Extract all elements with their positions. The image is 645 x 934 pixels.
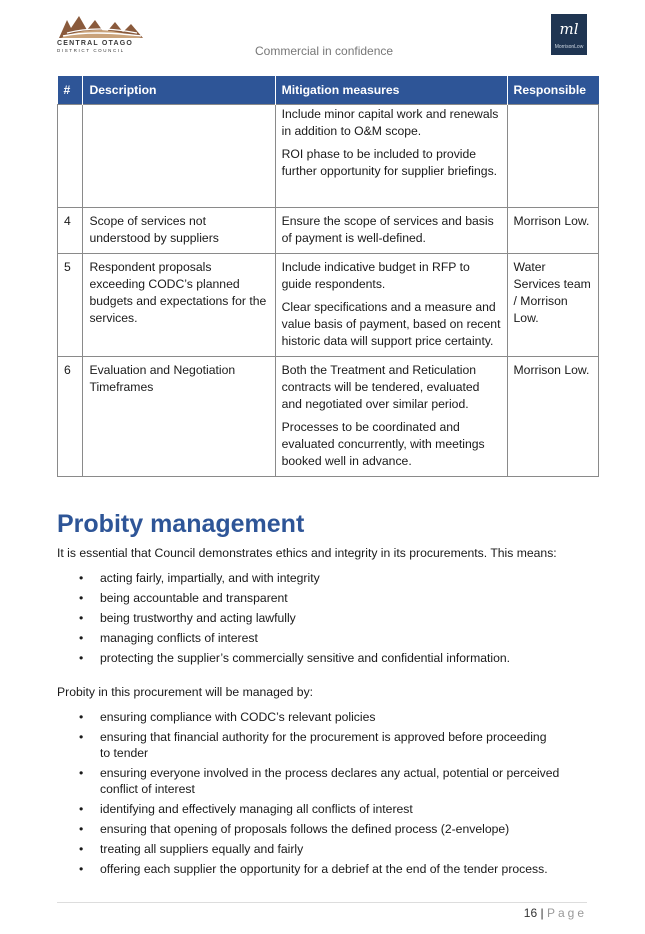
list-item-text: ensuring that financial authority for the procurement is approved before proceeding to tender (100, 730, 547, 760)
bullet-icon: • (79, 822, 84, 836)
logo-wordmark: MorrisonLow (554, 44, 584, 50)
section-heading: Probity management (57, 510, 305, 538)
list-item-text: ensuring that opening of proposals follows the defined process (2-envelope) (100, 822, 510, 836)
bullet-icon: • (79, 591, 84, 605)
bullet-icon: • (79, 766, 84, 780)
mitigation-paragraph: Ensure the scope of services and basis of payment is well-defined. (281, 214, 494, 245)
list-item-text: ensuring everyone involved in the process declares any actual, potential or perceived conflict of interest (100, 766, 560, 796)
bullet-icon: • (79, 710, 84, 724)
page-number (524, 906, 587, 920)
header-responsible: Responsible (507, 76, 598, 105)
probity-principles-list (75, 570, 560, 670)
bullet-icon: • (79, 842, 84, 856)
row-mitigation (275, 357, 507, 477)
bullet-icon: • (79, 611, 84, 625)
list-item-text: being trustworthy and acting lawfully (100, 611, 296, 625)
logo-text-district-council: DISTRICT COUNCIL (57, 48, 125, 53)
header-mitigation: Mitigation measures (275, 76, 507, 105)
page-number-separator: | (540, 906, 544, 920)
list-item (75, 801, 560, 817)
list-item (75, 590, 560, 606)
logo-text-central-otago: CENTRAL OTAGO (57, 40, 134, 47)
bullet-icon: • (79, 862, 84, 876)
row-number: 4 (58, 208, 83, 254)
list-item (75, 650, 560, 666)
morrison-low-logo (551, 14, 587, 55)
list-item (75, 841, 560, 857)
section-intro: It is essential that Council demonstrates ethics and integrity in its procurements. This means: (57, 546, 557, 560)
list-item (75, 570, 560, 586)
mitigation-paragraph: ROI phase to be included to provide further opportunity for supplier briefings. (281, 147, 498, 178)
table-row (58, 357, 599, 477)
table-row (58, 254, 599, 357)
list-item (75, 821, 560, 837)
table-row (58, 105, 599, 208)
mitigation-paragraph: Both the Treatment and Reticulation contracts will be tendered, evaluated and negotiated over similar period. (281, 363, 480, 411)
logo-monogram: ml (559, 20, 579, 38)
header-description: Description (83, 76, 275, 105)
page-header (0, 0, 645, 70)
confidentiality-label: Commercial in confidence (255, 44, 394, 58)
mitigation-paragraph: Include minor capital work and renewals in addition to O&M scope. (281, 107, 499, 138)
codc-logo (57, 14, 147, 56)
row-mitigation (275, 208, 507, 254)
list-item (75, 729, 560, 761)
row-number: 6 (58, 357, 83, 477)
list-item (75, 630, 560, 646)
list-item (75, 610, 560, 626)
mitigation-paragraph: Clear specifications and a measure and value basis of payment, based on recent historic data will support price certainty. (281, 300, 501, 348)
row-description (83, 105, 275, 208)
probity-measures-list (75, 709, 560, 881)
list-item-text: being accountable and transparent (100, 591, 288, 605)
list-item-text: offering each supplier the opportunity for a debrief at the end of the tender process. (100, 862, 548, 876)
list-item-text: managing conflicts of interest (100, 631, 258, 645)
row-responsible: Water Services team / Morrison Low. (507, 254, 598, 357)
page-number-value: 16 (523, 906, 538, 920)
row-number: 5 (58, 254, 83, 357)
mitigation-paragraph: Include indicative budget in RFP to guide respondents. (281, 260, 470, 291)
row-mitigation (275, 254, 507, 357)
row-responsible: Morrison Low. (507, 208, 598, 254)
list-item (75, 861, 560, 877)
footer-divider (57, 902, 587, 903)
row-number (58, 105, 83, 208)
bullet-icon: • (79, 571, 84, 585)
page-label: Page (546, 906, 587, 920)
bullet-icon: • (79, 651, 84, 665)
row-mitigation (275, 105, 507, 208)
table-header-row (58, 76, 599, 105)
list-item-text: protecting the supplier’s commercially sensitive and confidential information. (100, 651, 511, 665)
list-item (75, 765, 560, 797)
list-item-text: acting fairly, impartially, and with integrity (100, 571, 320, 585)
row-description: Evaluation and Negotiation Timeframes (83, 357, 275, 477)
probity-management-intro: Probity in this procurement will be managed by: (57, 685, 314, 699)
row-description: Scope of services not understood by suppliers (83, 208, 275, 254)
header-number: # (58, 76, 83, 105)
list-item-text: treating all suppliers equally and fairly (100, 842, 304, 856)
row-responsible: Morrison Low. (507, 357, 598, 477)
list-item-text: identifying and effectively managing all conflicts of interest (100, 802, 413, 816)
row-responsible (507, 105, 598, 208)
mitigation-paragraph: Processes to be coordinated and evaluated concurrently, with meetings booked well in advance. (281, 420, 485, 468)
risk-mitigation-table (57, 76, 599, 477)
row-description: Respondent proposals exceeding CODC’s planned budgets and expectations for the services. (83, 254, 275, 357)
list-item (75, 709, 560, 725)
table-row (58, 208, 599, 254)
list-item-text: ensuring compliance with CODC’s relevant policies (100, 710, 376, 724)
bullet-icon: • (79, 631, 84, 645)
codc-logo-mark (57, 14, 147, 40)
bullet-icon: • (79, 802, 84, 816)
bullet-icon: • (79, 730, 84, 744)
